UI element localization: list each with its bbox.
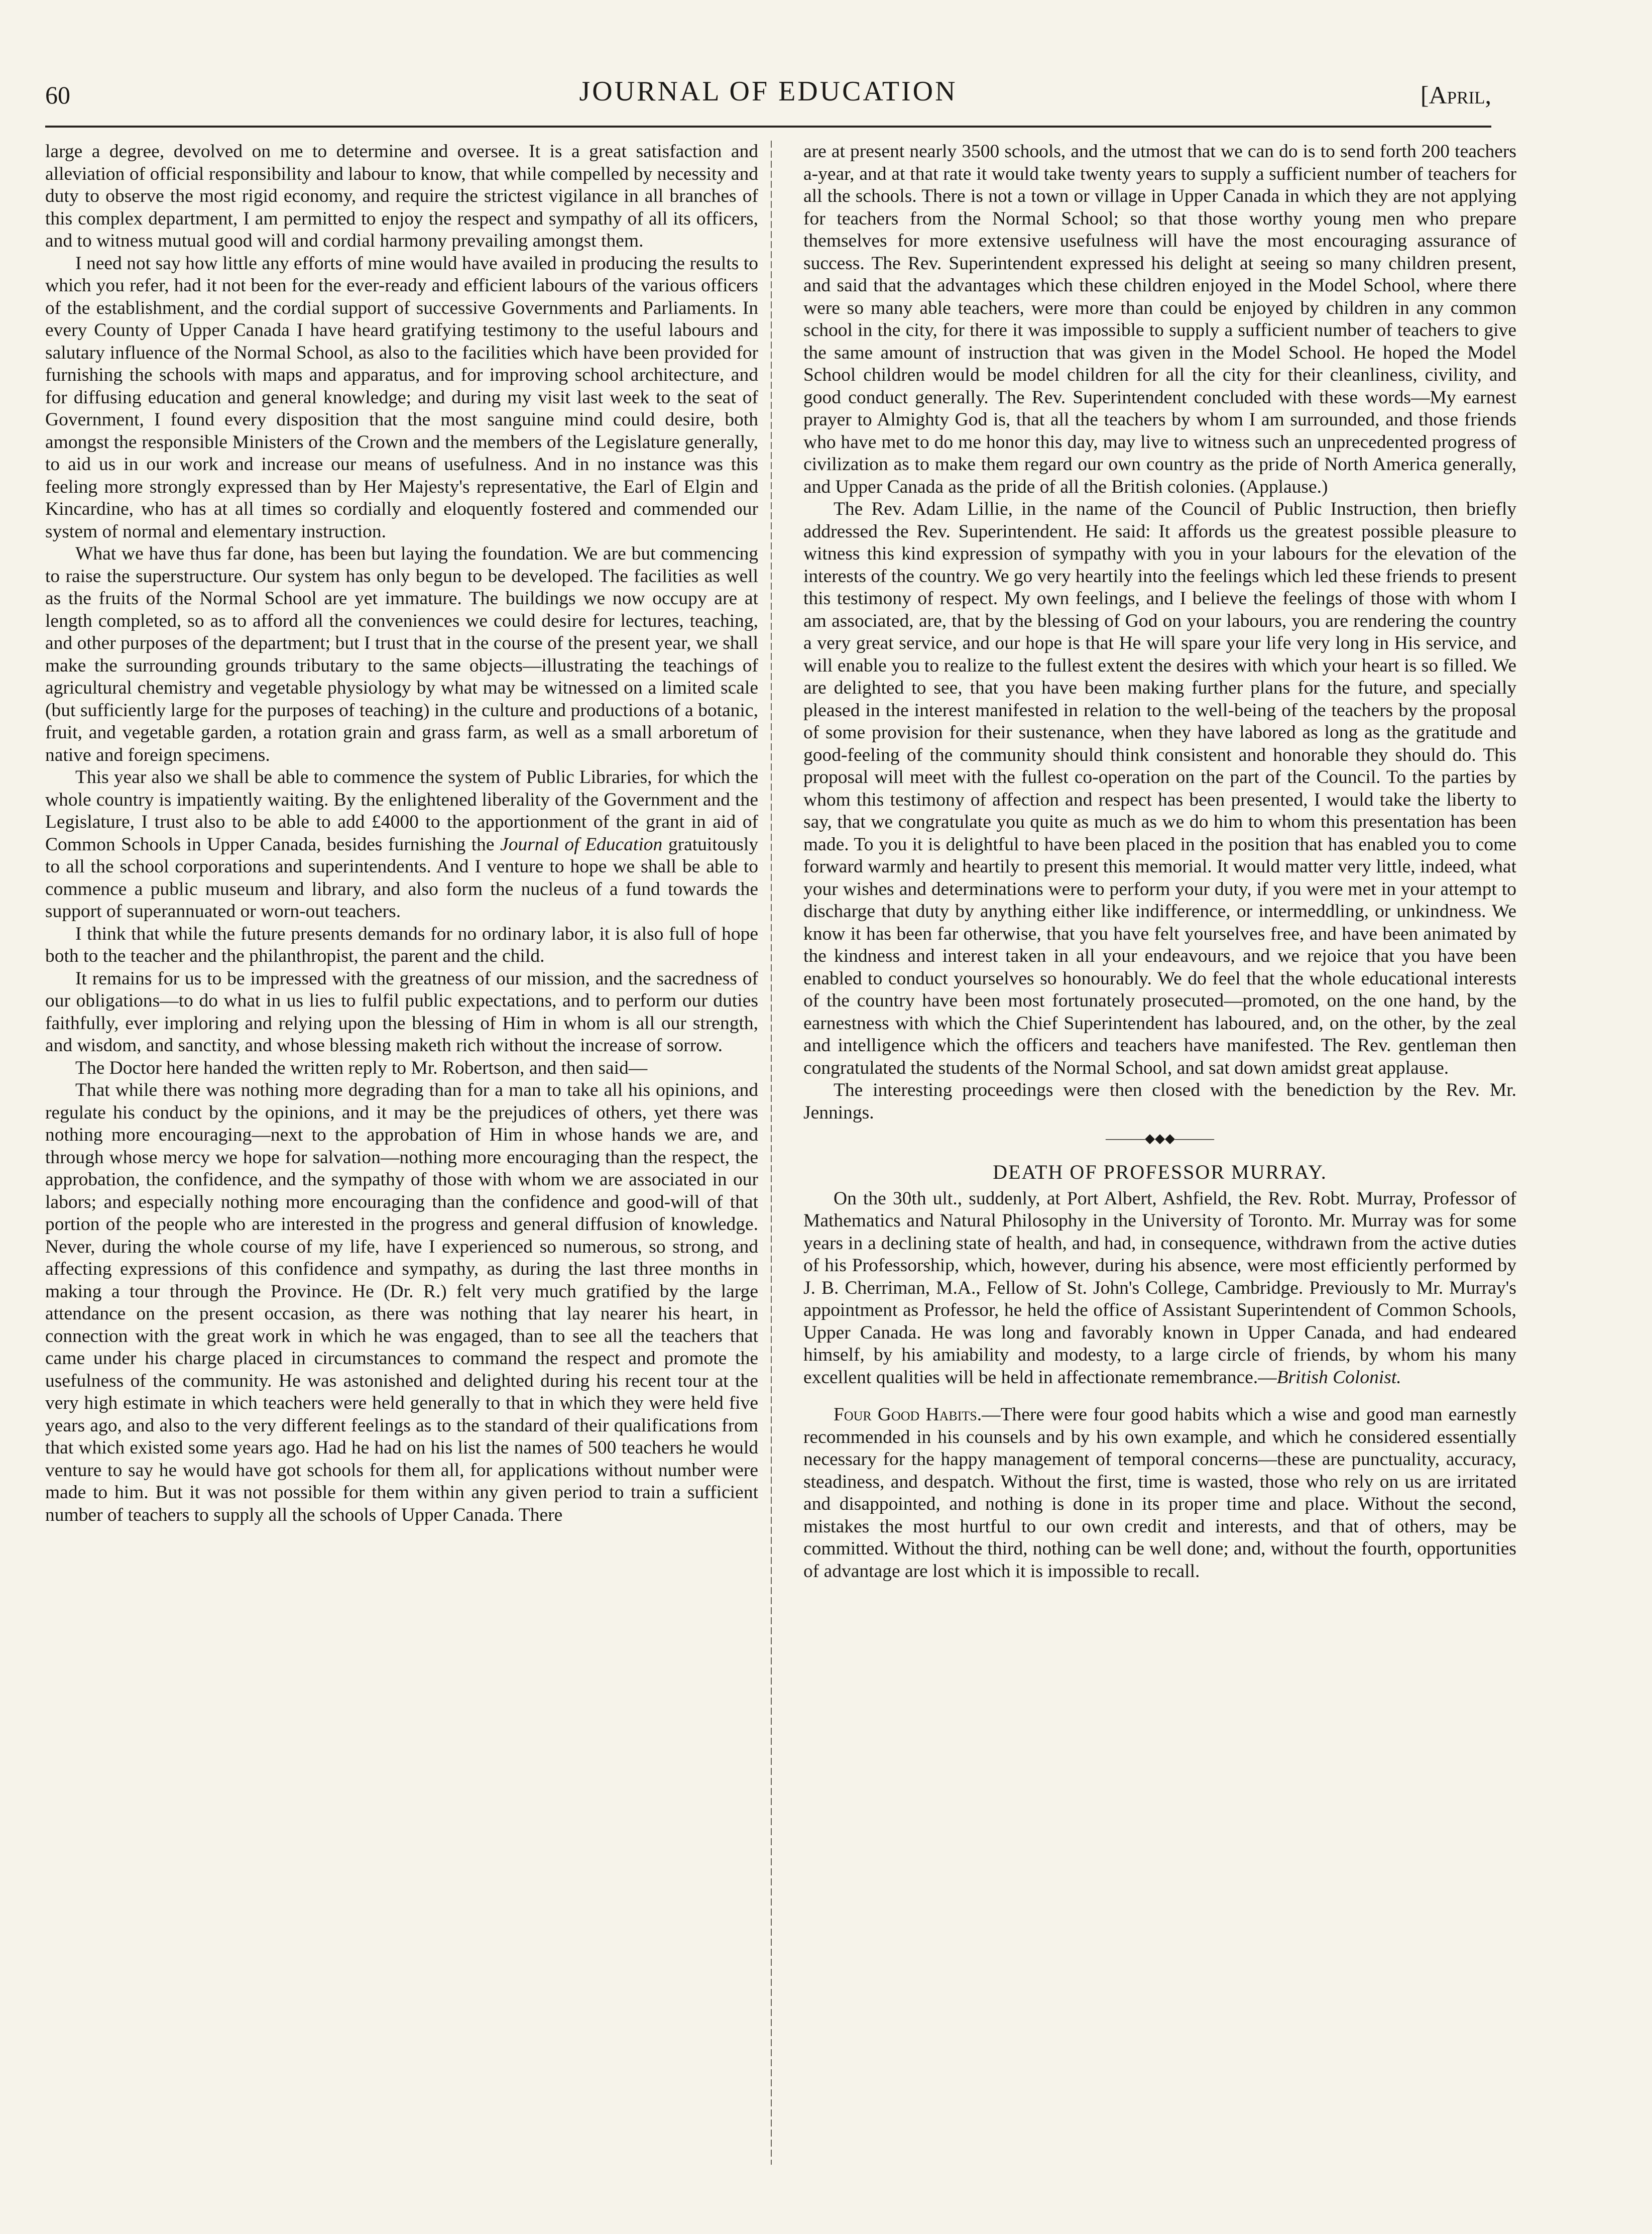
header-rule	[45, 126, 1491, 128]
paragraph: large a degree, devolved on me to determine and oversee. It is a great satisfaction and alleviation of official responsibility and labour to know, that while compelled by necessity and duty to observe the most rigid economy, and require the strictest vigilance in all branches of this complex department, I am permitted to enjoy the respect and sympathy of all its officers, and to witness mutual good will and cordial harmony prevailing amongst them.	[45, 141, 758, 251]
journal-title: JOURNAL OF EDUCATION	[579, 76, 958, 107]
source-citation: British Colonist.	[1276, 1367, 1401, 1388]
paragraph: I need not say how little any efforts of mine would have availed in producing the results to which you refer, had it not been for the ever-ready and efficient labours of the various officers of the establishment, and the cordial support of successive Governments and Parliaments. In every County of Upper Canada I have heard gratifying testimony to the useful labours and salutary influence of the Normal School, as also to the facilities which have been provided for furnishing the schools with maps and apparatus, and for improving school architecture, and for diffusing education and general knowledge; and during my visit last week to the seat of Government, I found every disposition that the most sanguine mind could desire, both amongst the responsible Ministers of the Crown and the members of the Legislature generally, to aid us in our work and increase our means of usefulness. And in no instance was this feeling more strongly expressed than by Her Majesty's representative, the Earl of Elgin and Kincardine, who has at all times so cordially and eloquently fostered and commended our system of normal and elementary instruction.	[45, 253, 758, 542]
run-in-heading: Four Good Habits.	[834, 1404, 982, 1425]
journal-title-italic: Journal of Education	[500, 834, 663, 855]
paragraph: The interesting proceedings were then closed with the benediction by the Rev. Mr. Jennings.	[803, 1080, 1516, 1123]
section-ornament: ———◆◆◆———	[1106, 1131, 1214, 1146]
running-header	[45, 75, 1491, 116]
text-run: On the 30th ult., suddenly, at Port Albert, Ashfield, the Rev. Robt. Murray, Professor of Mathematics and Natural Philosophy in the University of Toronto. Mr. Murray was for some years in a declining state of health, and had, in consequence, withdrawn from the active duties of his Professorship, which, however, during his absence, were most efficiently performed by J. B. Cherriman, M.A., Fellow of St. John's College, Cambridge. Previously to Mr. Murray's appointment as Professor, he held the office of Assistant Superintendent of Common Schools, Upper Canada. He was long and favorably known in Upper Canada, and had endeared himself, by his amiability and modesty, to a large circle of friends, by whom his many excellent qualities will be held in affectionate remembrance.—	[803, 1188, 1516, 1388]
paragraph: That while there was nothing more degrading than for a man to take all his opinions, and regulate his conduct by the opinions, and it may be the prejudices of others, yet there was nothing more encouraging—next to the approbation of Him in whose hands we are, and through whose mercy we hope for salvation—nothing more encouraging than the respect, the approbation, the confidence, and the sympathy of those with whom we are associated in our labors; and especially nothing more encouraging than the confidence and good-will of that portion of the people who are interested in the progress and general diffusion of knowledge. Never, during the whole course of my life, have I experienced so numerous, so strong, and affecting expressions of this confidence and sympathy, as during the last three months in making a tour through the Province. He (Dr. R.) felt very much gratified by the large attendance on the present occasion, as there was nothing that lay nearer his heart, in connection with the great work in which he was engaged, than to see all the teachers that came under his charge placed in circumstances to command the respect and promote the usefulness of the community. He was astonished and delighted during his recent tour at the very high estimate in which teachers were held generally to that in which they were held five years ago, and also to the very different feelings as to the standard of their qualifications from that which existed some years ago. Had he had on his list the names of 500 teachers he would venture to say he would have got schools for them all, for applications without number were made to him. But it was not possible for them within any given period to train a sufficient number of teachers to supply all the schools of Upper Canada. There	[45, 1080, 758, 1525]
header-month: [April,	[1420, 81, 1491, 109]
paragraph: The Rev. Adam Lillie, in the name of the Council of Public Instruction, then briefly addressed the Rev. Superintendent. He said: It affords us the greatest possible pleasure to witness this kind expression of sympathy with you in your labours for the elevation of the interests of the country. We go very heartily into the feelings which led these friends to present this testimony of respect. My own feelings, and I believe the feelings of those with whom I am associated, are, that by the blessing of God on your labours, you are rendering the country a very great service, and our hope is that He will spare your life very long in His service, and will enable you to realize to the fullest extent the desires with which your heart is so filled. We are delighted to see, that you have been making further plans for the future, and specially pleased in the interest manifested in relation to the well-being of the teachers by the proposal of some provision for their sustenance, when they have labored as long as the gratitude and good-feeling of the community should think consistent and honorable they should do. This proposal will meet with the fullest co-operation on the part of the Council. To the parties by whom this testimony of affection and respect has been presented, I would take the liberty to say, that we congratulate you quite as much as we do him to whom this presentation has been made. To you it is delightful to have been placed in the position that has enabled you to come forward warmly and heartily to present this memorial. It would matter very little, indeed, what your wishes and determinations were to perform your duty, if you were met in your attempt to discharge that duty by anything either like indifference, or intermeddling, or unkindness. We know it has been far otherwise, that you have felt yourselves free, and have been animated by the kindness and interest taken in all your endeavours, and we rejoice that you have been enabled to conduct yourselves so honourably. We do feel that the whole educational interests of the country have been most fortunately prosecuted—promoted, on the one hand, by the earnestness with which the Chief Superintendent has laboured, and, on the other, by the zeal and intelligence which the officers and teachers have manifested. The Rev. gentleman then congratulated the students of the Normal School, and sat down amidst great applause.	[803, 499, 1516, 1078]
paragraph: are at present nearly 3500 schools, and the utmost that we can do is to send forth 200 teachers a-year, and at that rate it would take twenty years to supply a sufficient number of teachers for all the schools. There is not a town or village in Upper Canada in which they are not applying for teachers from the Normal School; so that those worthy young men who prepare themselves for more extensive usefulness will have the most encouraging assurance of success. The Rev. Superintendent expressed his delight at seeing so many children present, and said that the advantages which these children enjoyed in the Model School, where there were so many able teachers, were more than could be enjoyed by children in any common school in the city, for there it was impossible to supply a sufficient number of teachers to give the same amount of instruction that was given in the Model School. He hoped the Model School children would be model children for all the city for their cleanliness, civility, and good conduct generally. The Rev. Superintendent concluded with these words—My earnest prayer to Almighty God is, that all the teachers by whom I am surrounded, and those friends who have met to do me honor this day, may live to witness such an unprecedented progress of civilization as to make them regard our own country as the pride of North America generally, and Upper Canada as the pride of all the British colonies. (Applause.)	[803, 141, 1516, 497]
left-column	[45, 141, 758, 1526]
paragraph	[803, 1404, 1516, 1583]
paragraph: It remains for us to be impressed with the greatness of our mission, and the sacredness of our obligations—to do what in us lies to fulfil public expectations, and to perform our duties faithfully, ever imploring and relying upon the blessing of Him in whom is all our strength, and wisdom, and sanctity, and whose blessing maketh rich without the increase of sorrow.	[45, 968, 758, 1056]
column-divider	[771, 141, 772, 2165]
section-heading: DEATH OF PROFESSOR MURRAY.	[993, 1161, 1327, 1183]
right-column	[803, 141, 1516, 1583]
paragraph	[45, 766, 758, 923]
text-run: gratuitously to all the school corporations and superintendents. And I venture to hope we shall be able to commence a public museum and library, and also form the nucleus of a fund towards the support of superannuated or worn-out teachers.	[45, 834, 759, 922]
spacer	[803, 1389, 1516, 1404]
paragraph: I think that while the future presents demands for no ordinary labor, it is also full of hope both to the teacher and the philanthropist, the parent and the child.	[45, 923, 758, 966]
paragraph: The Doctor here handed the written reply to Mr. Robertson, and then said—	[75, 1057, 648, 1078]
paragraph: What we have thus far done, has been but laying the foundation. We are but commencing to raise the superstructure. Our system has only begun to be developed. The facilities as well as the fruits of the Normal School are yet immature. The buildings we now occupy are at length completed, so as to afford all the conveniences we could desire for lectures, teaching, and other purposes of the department; but I trust that in the course of the present year, we shall make the surrounding grounds tributary to the same objects—illustrating the teachings of agricultural chemistry and vegetable physiology by what may be witnessed on a limited scale (but sufficiently large for the purposes of teaching) in the culture and productions of a botanic, fruit, and vegetable garden, a rotation grain and grass farm, as well as a small arboretum of native and foreign specimens.	[45, 543, 758, 765]
page-number: 60	[45, 81, 70, 109]
text-run: —There were four good habits which a wise and good man earnestly recommended in his counsels and by his own example, and which he considered essentially necessary for the happy management of temporal concerns—these are punctuality, accuracy, steadiness, and despatch. Without the first, time is wasted, those who rely on us are irritated and disappointed, and nothing is done in its proper time and place. Without the second, mistakes the most hurtful to our own credit and interests, and that of others, may be committed. Without the third, nothing can be well done; and, without the fourth, opportunities of advantage are lost which it is impossible to recall.	[803, 1404, 1516, 1582]
paragraph	[803, 1188, 1516, 1389]
text-run: This year also we shall be able to commence the system of Public Libraries, for which the whole country is impatiently waiting. By the enlightened liberality of the Government and the Legislature, I trust also to be able to add £4000 to the apportionment of the grant in aid of Common Schools in Upper Canada, besides furnishing the	[45, 767, 758, 855]
